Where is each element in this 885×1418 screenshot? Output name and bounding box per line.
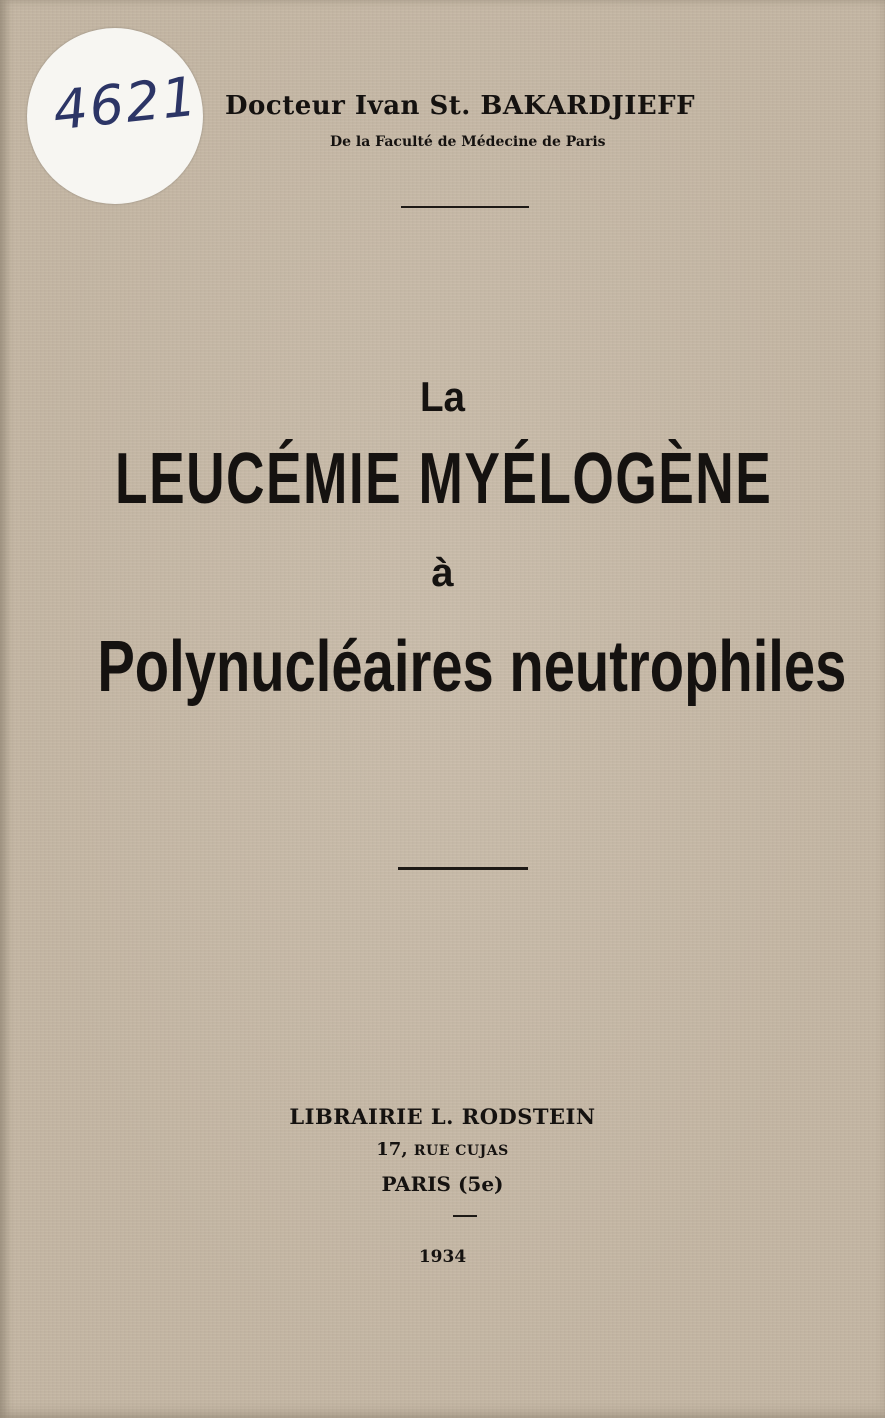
title-line-3: à bbox=[431, 551, 454, 595]
publisher-city: PARIS (5e) bbox=[381, 1172, 504, 1196]
title-line-4: Polynucléaires neutrophiles bbox=[97, 627, 847, 707]
divider-small bbox=[453, 1215, 477, 1217]
street-number: 17, bbox=[376, 1139, 408, 1160]
title-line-2: LEUCÉMIE MYÉLOGÈNE bbox=[115, 439, 773, 519]
street-name: RUE CUJAS bbox=[413, 1143, 509, 1159]
publisher-address bbox=[0, 1139, 885, 1160]
publisher-name: LIBRAIRIE L. RODSTEIN bbox=[289, 1104, 596, 1129]
author-affiliation: De la Faculté de Médecine de Paris bbox=[330, 134, 606, 150]
divider-top bbox=[401, 206, 529, 208]
title-line-1: La bbox=[419, 373, 466, 420]
author-name: Docteur Ivan St. BAKARDJIEFF bbox=[225, 91, 696, 121]
divider-middle bbox=[398, 867, 528, 870]
catalog-number: 4621 bbox=[50, 64, 202, 143]
publication-year: 1934 bbox=[418, 1247, 467, 1267]
library-label-sticker bbox=[27, 28, 203, 204]
